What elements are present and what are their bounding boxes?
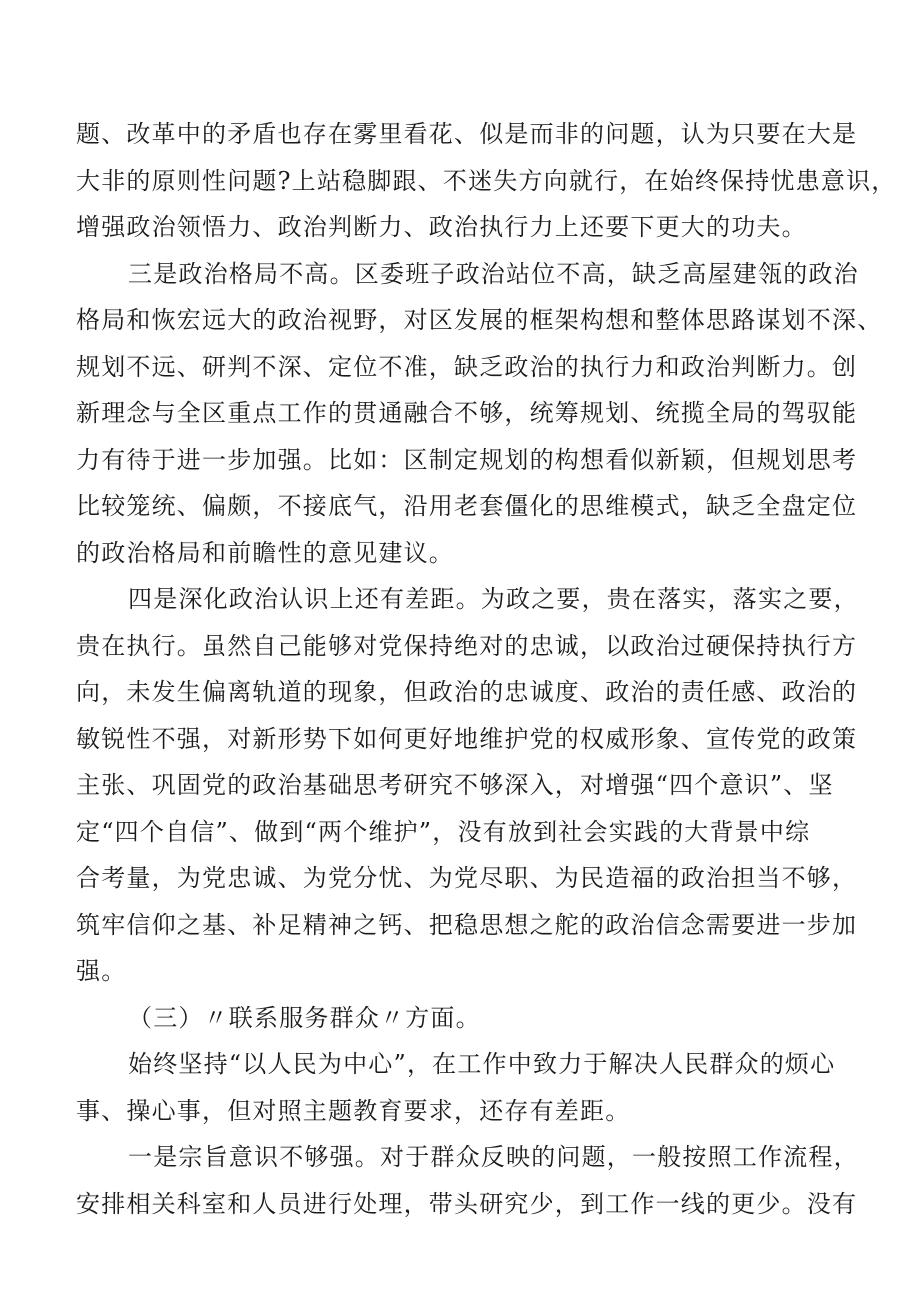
text-line-7: 新理念与全区重点工作的贯通融合不够，统筹规划、统揽全局的驾驭能 bbox=[76, 399, 858, 427]
text-line-22: 事、操心事，但对照主题教育要求，还存有差距。 bbox=[76, 1096, 631, 1125]
text-line-2: 大非的原则性问题?上站稳脚跟、不迷失方向就行，在始终保持忧患意识， bbox=[76, 166, 897, 195]
text-line-6: 规划不远、研判不深、定位不准，缺乏政治的执行力和政治判断力。创 bbox=[76, 352, 858, 381]
section-heading-3: （三）〃联系服务群众〃方面。 bbox=[128, 1003, 481, 1032]
text-line-23: 一是宗旨意识不够强。对于群众反映的问题，一般按照工作流程， bbox=[128, 1143, 859, 1171]
text-line-3: 增强政治领悟力、政治判断力、政治执行力上还要下更大的功夫。 bbox=[76, 213, 807, 241]
text-line-4: 三是政治格局不高。区委班子政治站位不高，缺乏高屋建瓴的政治 bbox=[128, 259, 859, 288]
text-line-13: 向，未发生偏离轨道的现象，但政治的忠诚度、政治的责任感、政治的 bbox=[76, 678, 858, 706]
text-line-9: 比较笼统、偏颇，不接底气，沿用老套僵化的思维模式，缺乏全盘定位 bbox=[76, 492, 858, 520]
text-line-16: 定“四个自信”、做到“两个维护”，没有放到社会实践的大背景中综 bbox=[76, 817, 811, 846]
text-line-8: 力有待于进一步加强。比如：区制定规划的构想看似新颖，但规划思考 bbox=[76, 445, 858, 474]
text-line-24: 安排相关科室和人员进行处理，带头研究少，到工作一线的更少。没有 bbox=[76, 1189, 858, 1218]
text-line-5: 格局和恢宏远大的政治视野，对区发展的框架构想和整体思路谋划不深、 bbox=[76, 306, 883, 334]
text-line-10: 的政治格局和前瞻性的意见建议。 bbox=[76, 538, 454, 567]
text-line-17: 合考量，为党忠诚、为党分忧、为党尽职、为民造福的政治担当不够， bbox=[76, 864, 858, 892]
text-line-11: 四是深化政治认识上还有差距。为政之要，贵在落实，落实之要， bbox=[128, 585, 859, 613]
text-line-14: 敏锐性不强，对新形势下如何更好地维护党的权威形象、宣传党的政策 bbox=[76, 724, 858, 753]
text-line-19: 强。 bbox=[76, 957, 127, 985]
text-line-12: 贵在执行。虽然自己能够对党保持绝对的忠诚，以政治过硬保持执行方 bbox=[76, 631, 858, 660]
text-line-21: 始终坚持“以人民为中心”，在工作中致力于解决人民群众的烦心 bbox=[128, 1050, 836, 1078]
text-line-1: 题、改革中的矛盾也存在雾里看花、似是而非的问题，认为只要在大是 bbox=[76, 120, 858, 148]
text-line-15: 主张、巩固党的政治基础思考研究不够深入，对增强“四个意识”、坚 bbox=[76, 771, 834, 799]
document-page bbox=[76, 111, 897, 1227]
text-line-18: 筑牢信仰之基、补足精神之钙、把稳思想之舵的政治信念需要进一步加 bbox=[76, 910, 858, 939]
